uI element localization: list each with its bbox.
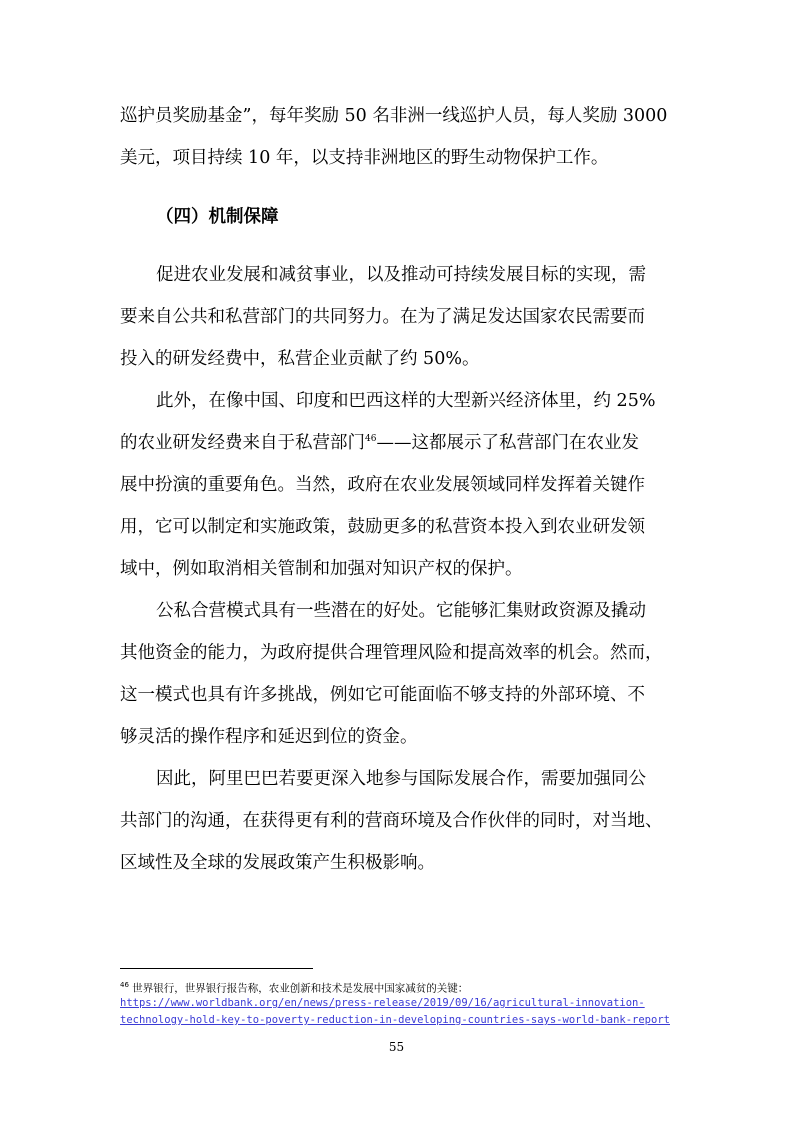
text-line: 其他资金的能力，为政府提供合理管理风险和提高效率的机会。然而，: [120, 643, 663, 663]
text-line: 共部门的沟通，在获得更有利的营商环境及合作伙伴的同时，对当地、: [120, 811, 663, 831]
page-number: 55: [388, 1040, 405, 1054]
footnote-number: 46: [120, 981, 129, 989]
text-line: 此外，在像中国、印度和巴西这样的大型新兴经济体里，约 25%: [156, 391, 656, 411]
text-line: 因此，阿里巴巴若要更深入地参与国际发展合作，需要加强同公: [156, 769, 646, 789]
text-line: 促进农业发展和减贫事业，以及推动可持续发展目标的实现，需: [156, 265, 646, 285]
text-line: 用，它可以制定和实施政策，鼓励更多的私营资本投入到农业研发领: [120, 517, 645, 537]
text-line: 公私合营模式具有一些潜在的好处。它能够汇集财政资源及撬动: [156, 601, 646, 621]
section-heading: （四）机制保障: [156, 207, 279, 227]
text-line: 区域性及全球的发展政策产生积极影响。: [120, 853, 435, 873]
text-line: 要来自公共和私营部门的共同努力。在为了满足发达国家农民需要而: [120, 307, 645, 327]
text-segment: 的农业研发经费来自于私营部门: [120, 433, 365, 453]
footnote-link[interactable]: https://www.worldbank.org/en/news/press-release/2019/09/16/agricultural-innovation-: [120, 997, 645, 1009]
text-line: 这一模式也具有许多挑战，例如它可能面临不够支持的外部环境、不: [120, 685, 645, 705]
text-line: 展中扮演的重要角色。当然，政府在农业发展领域同样发挥着关键作: [120, 475, 645, 495]
footnote-ref[interactable]: 46: [365, 434, 377, 445]
text-line: 美元，项目持续 10 年，以支持非洲地区的野生动物保护工作。: [120, 148, 609, 168]
text-line: 够灵活的操作程序和延迟到位的资金。: [120, 727, 418, 747]
footnote-link[interactable]: technology-hold-key-to-poverty-reduction-in-developing-countries-says-world-bank-report: [120, 1014, 670, 1026]
footnote-text: [120, 978, 468, 996]
footnote-divider: [120, 968, 313, 969]
text-line: [120, 431, 639, 455]
text-segment: ——这都展示了私营部门在农业发: [376, 433, 639, 453]
text-line: 巡护员奖励基金”，每年奖励 50 名非洲一线巡护人员，每人奖励 3000: [120, 106, 668, 126]
text-line: 投入的研发经费中，私营企业贡献了约 50%。: [120, 349, 480, 369]
footnote-body: 世界银行，世界银行报告称，农业创新和技术是发展中国家减贫的关键：: [128, 982, 469, 995]
text-line: 域中，例如取消相关管制和加强对知识产权的保护。: [120, 559, 523, 579]
